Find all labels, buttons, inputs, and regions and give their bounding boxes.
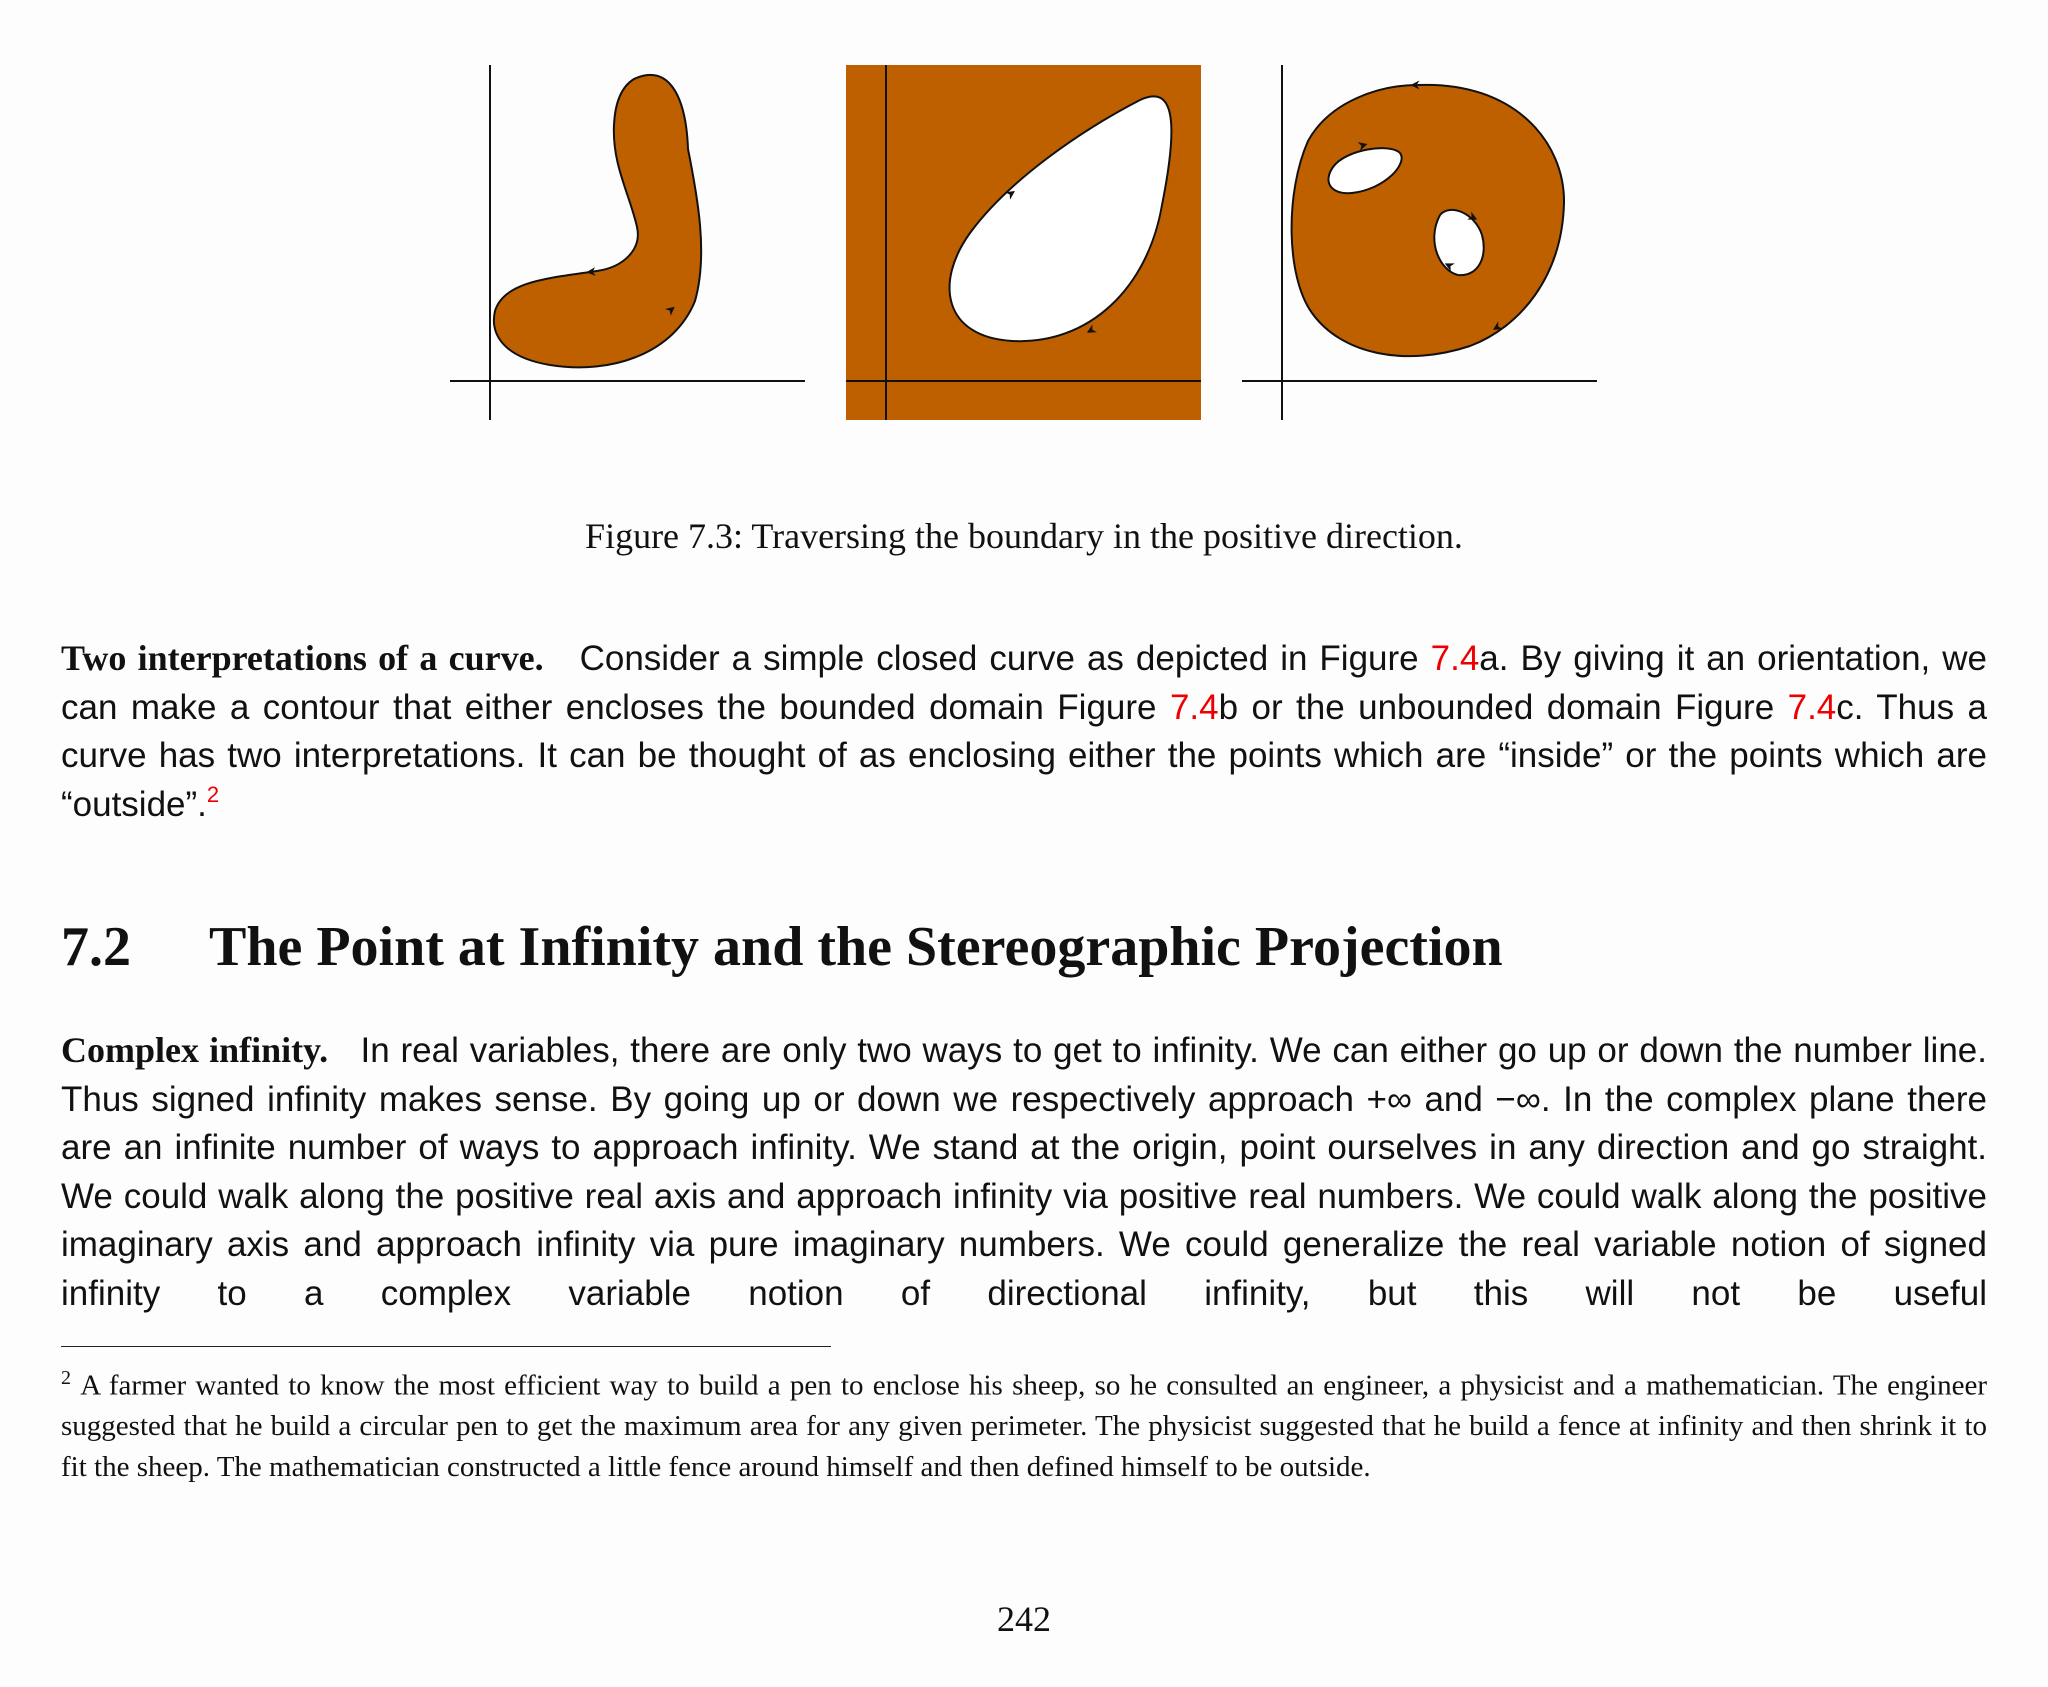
panel-c-region bbox=[1292, 85, 1564, 356]
page-number: 242 bbox=[997, 1599, 1051, 1639]
paragraph-text: In real variables, there are only two ways to get to infinity. We can either go up or down the number line. Thus signed infinity makes sense. By going up or down we respectively approach +∞ and −∞. In the complex plane there are an infinite number of ways to approach infinity. We stand at the origin, point ourselves in any direction and go straight. We could walk along the positive real axis and approach infinity via positive real numbers. We could walk along the positive imaginary axis and approach infinity via pure imaginary numbers. We could generalize the real variable notion of signed infinity to a complex variable notion of directional infinity, but this will not be useful bbox=[61, 1031, 1987, 1313]
figure-ref-link[interactable]: 7.4 bbox=[1787, 687, 1837, 727]
figure-ref-link[interactable]: 7.4 bbox=[1169, 687, 1219, 727]
figure-7-3 bbox=[440, 55, 1620, 435]
paragraph-text: c. Thus a curve has two interpretations. It can be thought of as enclosing either the points which are “inside” or the points which are “outside”. bbox=[61, 687, 1987, 824]
footnote-divider bbox=[61, 1346, 831, 1347]
paragraph-complex-infinity bbox=[61, 1026, 1987, 1318]
panel-c-domain-with-holes bbox=[1242, 65, 1597, 420]
panel-a-region bbox=[494, 75, 701, 367]
paragraph-text: Consider a simple closed curve as depicted in Figure bbox=[579, 639, 1431, 678]
section-title: The Point at Infinity and the Stereographic Projection bbox=[209, 916, 1503, 978]
runin-heading: Two interpretations of a curve. bbox=[61, 638, 544, 678]
footnote-mark: 2 bbox=[61, 1367, 71, 1389]
paragraph-text: a. By giving it an orientation, we can make a contour that either encloses the bounded domain Figure bbox=[61, 639, 1988, 727]
paragraph-two-interpretations bbox=[61, 634, 1987, 829]
figure-ref-link[interactable]: 7.4 bbox=[1430, 639, 1480, 678]
paragraph-text: b or the unbounded domain Figure bbox=[1218, 687, 1788, 727]
footnote bbox=[61, 1358, 1987, 1487]
footnote-ref-link[interactable]: 2 bbox=[206, 781, 220, 807]
section-heading bbox=[61, 915, 1503, 979]
panel-a-bounded-domain bbox=[450, 65, 805, 420]
figure-7-3-drawing bbox=[440, 55, 1620, 435]
runin-heading: Complex infinity. bbox=[61, 1030, 329, 1070]
figure-caption: Figure 7.3: Traversing the boundary in the positive direction. bbox=[585, 516, 1463, 556]
panel-b-unbounded-domain bbox=[846, 65, 1201, 420]
footnote-text: A farmer wanted to know the most efficient way to build a pen to enclose his sheep, so he consulted an engineer, a physicist and a mathematician. The engineer suggested that he build a circular pen to get the maximum area for any given perimeter. The physicist suggested that he build a fence at infinity and then shrink it to fit the sheep. The mathematician constructed a little fence around himself and then defined himself to be outside. bbox=[61, 1369, 1987, 1483]
section-number: 7.2 bbox=[61, 916, 131, 978]
